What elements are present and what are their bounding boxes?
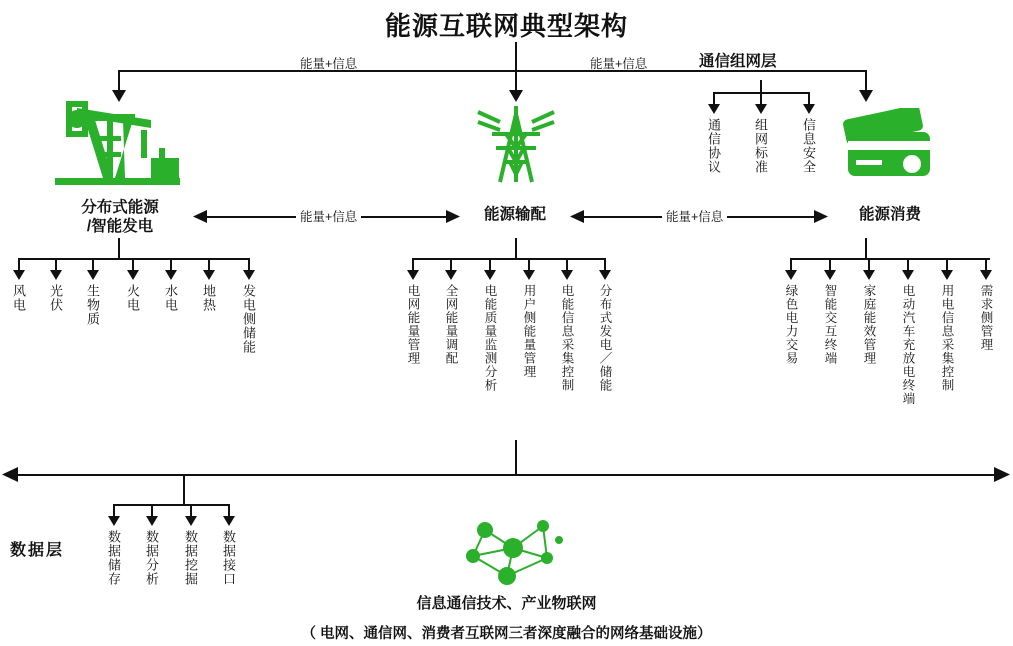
data-layer-caption-1: 信息通信技术、产业物联网 (416, 595, 597, 612)
p1-arrow-4 (165, 270, 177, 280)
p1-arrow-2 (87, 270, 99, 280)
p2-item-3: 用户侧能量管理 (522, 284, 536, 379)
p1-arrow-6 (243, 270, 255, 280)
p1-item-5: 地热 (201, 284, 216, 312)
flow-label-top-right: 能量+信息 (590, 57, 648, 71)
p2-arrow-5 (599, 270, 611, 280)
p3-item-3: 电动汽车充放电终端 (901, 284, 915, 406)
payment-cards-icon (838, 108, 938, 180)
p1-item-4: 水电 (163, 284, 178, 312)
network-nodes-icon (455, 518, 570, 590)
p2-item-1: 全网能量调配 (444, 284, 458, 365)
p1-item-2: 生物质 (85, 284, 100, 326)
p2-item-4: 电能信息采集控制 (560, 284, 574, 392)
data-item-3: 数据接口 (221, 530, 236, 586)
p2-arrow-2 (484, 270, 496, 280)
mid-left-arrow-left (193, 210, 207, 223)
top-bus-right-drop (865, 70, 867, 92)
oil-pumpjack-icon (55, 100, 180, 185)
p3-arrow-0 (785, 270, 797, 280)
p3-arrow-5 (980, 270, 992, 280)
p2-arrow-0 (407, 270, 419, 280)
pillar3-bus (790, 258, 990, 260)
pillar2-bus (412, 258, 604, 260)
p2-arrow-4 (561, 270, 573, 280)
p2-item-5: 分布式发电／储能 (598, 284, 612, 392)
mid-right-arrow-left (570, 210, 584, 223)
data-bus-arrow-left (2, 467, 18, 482)
comm-layer-title: 通信组网层 (699, 53, 777, 70)
power-tower-icon (470, 100, 562, 185)
p3-item-2: 家庭能效管理 (862, 284, 876, 365)
p3-item-1: 智能交互终端 (823, 284, 837, 365)
top-bus-right-arrow (859, 90, 873, 102)
page-title: 能源互联网典型架构 (384, 11, 628, 41)
d-arrow-1 (146, 516, 158, 526)
pillar-title-energy-transmission: 能源输配 (483, 206, 546, 223)
p1-item-6: 发电侧储能 (241, 284, 256, 354)
data-bus-arrow-right (994, 467, 1010, 482)
d-arrow-3 (223, 516, 235, 526)
data-item-2: 数据挖掘 (183, 530, 198, 586)
comm-arrow-3 (803, 104, 815, 114)
flow-label-mid-left: 能量+信息 (296, 207, 361, 225)
comm-branch-stem (760, 80, 762, 92)
comm-item-0: 通信协议 (706, 118, 721, 174)
p2-arrow-1 (445, 270, 457, 280)
comm-item-1: 组网标准 (753, 118, 768, 174)
d-arrow-2 (185, 516, 197, 526)
comm-arrow-2 (755, 104, 767, 114)
pillar2-stem (515, 238, 517, 258)
mid-left-arrow-right (446, 210, 460, 223)
p3-item-5: 需求侧管理 (979, 284, 993, 352)
data-layer-title: 数据层 (10, 542, 65, 559)
data-bus-line (16, 474, 996, 476)
data-bus-stem-mid (515, 440, 517, 475)
pillar-title-line2: /智能发电 (86, 218, 154, 235)
p1-arrow-1 (50, 270, 62, 280)
data-item-0: 数据储存 (106, 530, 121, 586)
p3-arrow-4 (941, 270, 953, 280)
p1-arrow-0 (13, 270, 25, 280)
comm-item-2: 信息安全 (801, 118, 816, 174)
flow-label-top-left: 能量+信息 (300, 57, 358, 71)
pillar3-stem (865, 238, 867, 258)
p2-item-0: 电网能量管理 (406, 284, 420, 365)
pillar-title-distributed-energy (40, 198, 200, 236)
p3-item-0: 绿色电力交易 (784, 284, 798, 365)
top-bus-mid-drop (515, 70, 517, 92)
pillar-title-energy-consumption: 能源消费 (858, 206, 921, 223)
data-item-1: 数据分析 (144, 530, 159, 586)
comm-arrow-1 (708, 104, 720, 114)
p3-arrow-3 (902, 270, 914, 280)
p1-item-3: 火电 (125, 284, 140, 312)
top-stem-line (515, 42, 517, 70)
data-branch-bus (113, 504, 228, 506)
p1-arrow-5 (203, 270, 215, 280)
p3-arrow-2 (863, 270, 875, 280)
p3-arrow-1 (824, 270, 836, 280)
flow-label-mid-right: 能量+信息 (662, 207, 727, 225)
pillar1-stem (118, 238, 120, 258)
p2-arrow-3 (523, 270, 535, 280)
data-branch-stem (183, 474, 185, 504)
pillar-title-line1: 分布式能源 (81, 199, 159, 216)
p1-item-1: 光伏 (48, 284, 63, 312)
p1-item-0: 风电 (11, 284, 26, 312)
d-arrow-0 (108, 516, 120, 526)
mid-right-arrow-right (814, 210, 828, 223)
data-layer-caption-2: （ 电网、通信网、消费者互联网三者深度融合的网络基础设施） (301, 626, 712, 642)
p1-arrow-3 (127, 270, 139, 280)
p3-item-4: 用电信息采集控制 (940, 284, 954, 392)
p2-item-2: 电能质量监测分析 (483, 284, 497, 392)
top-bus-left-drop (118, 70, 120, 92)
